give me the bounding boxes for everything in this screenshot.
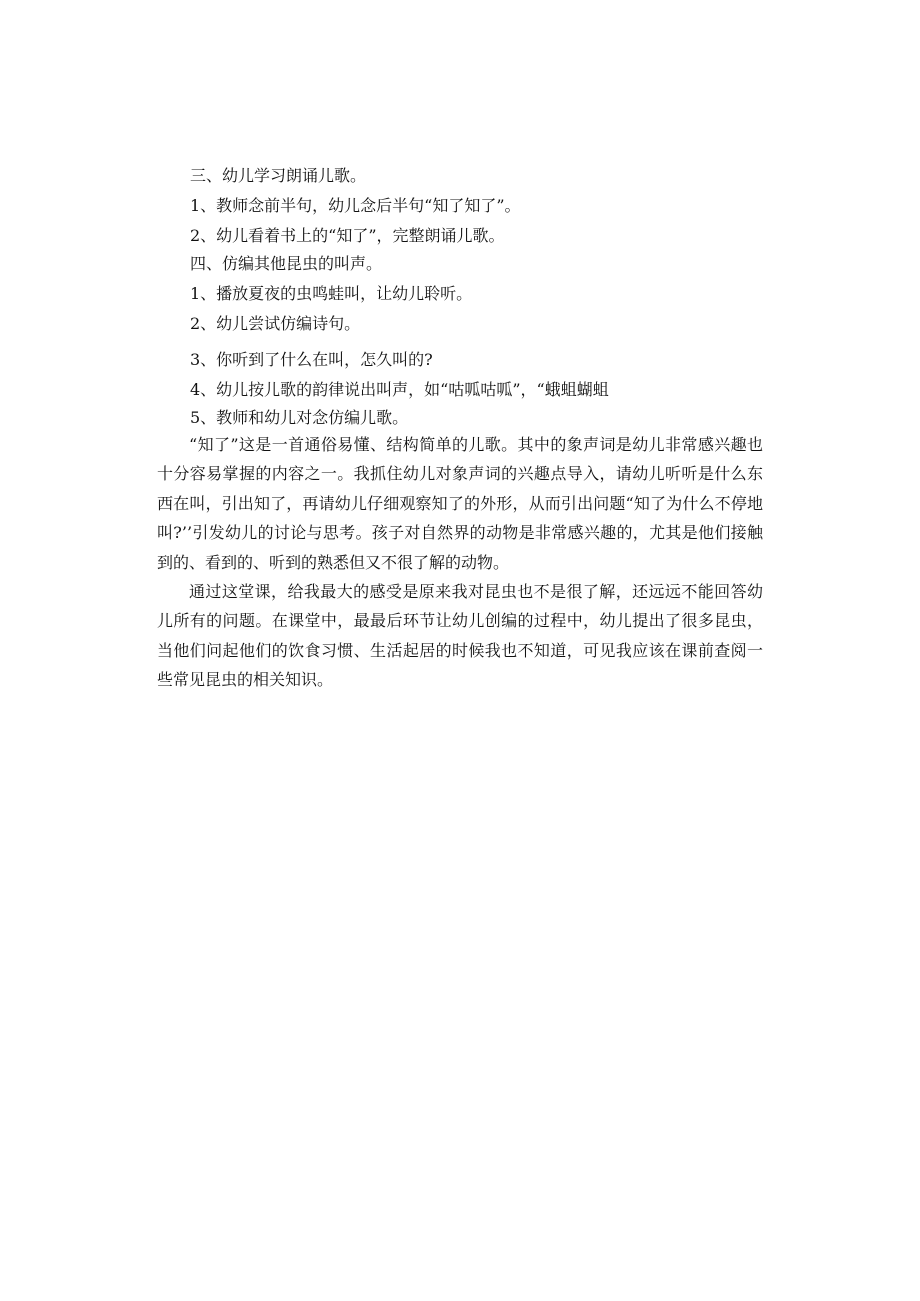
step-line: 1、教师念前半句，幼儿念后半句“知了知了”。 bbox=[190, 196, 521, 215]
reflection-paragraph: “知了”这是一首通俗易懂、结构简单的儿歌。其中的象声词是幼儿非常感兴趣也十分容易掌握的内容之一。我抓住幼儿对象声词的兴趣点导入，请幼儿听听是什么东西在叫，引出知了，再请幼儿仔细观察知了的外形，从而引出问题“知了为什么不停地叫?’’引发幼儿的讨论与思考。孩子对自然界的动物是非常感兴趣的，尤其是他们接触到的、看到的、听到的熟悉但又不很了解的动物。 bbox=[157, 435, 763, 572]
reflection-paragraph: 通过这堂课，给我最大的感受是原来我对昆虫也不是很了解，还远远不能回答幼儿所有的问题。在课堂中，最最后环节让幼儿创编的过程中，幼儿提出了很多昆虫，当他们问起他们的饮食习惯、生活起居的时候我也不知道，可见我应该在课前查阅一些常见昆虫的相关知识。 bbox=[157, 582, 763, 690]
step-line: 3、你听到了什么在叫，怎久叫的? bbox=[190, 350, 433, 369]
step-line: 2、幼儿尝试仿编诗句。 bbox=[190, 314, 361, 333]
step-line: 2、幼儿看着书上的“知了”，完整朗诵儿歌。 bbox=[190, 226, 505, 245]
step-line: 1、播放夏夜的虫鸣蛙叫，让幼儿聆听。 bbox=[190, 284, 473, 303]
section-heading-recite: 三、幼儿学习朗诵儿歌。 bbox=[190, 166, 367, 185]
step-line: 4、幼儿按儿歌的韵律说出叫声，如“咕呱咕呱”，“蛾蛆蝴蛆 bbox=[190, 380, 609, 399]
step-line: 5、教师和幼儿对念仿编儿歌。 bbox=[190, 408, 409, 427]
section-heading-imitate: 四、仿编其他昆虫的叫声。 bbox=[190, 254, 383, 273]
